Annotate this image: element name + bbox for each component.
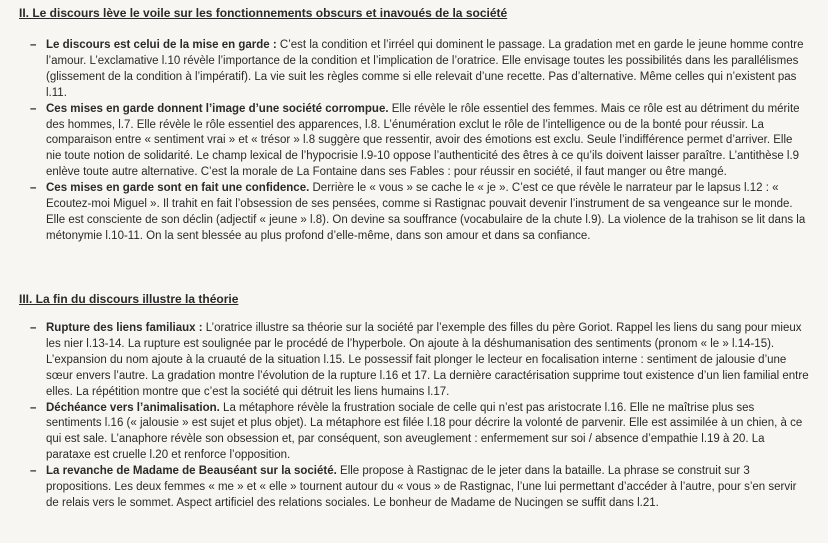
bullet-dash: – bbox=[30, 102, 37, 115]
item-text: Elle propose à Rastignac de le jeter dans la bataille. La phrase se construit sur 3 propositions. Les deux femmes « me » et « elle » tournent autour du « vous » de Rastignac, l’une lui permettant d’accéder à l’autre, pour s’en servir de relais vers le sommet. Aspect artificiel des relations sociales. Le bonheur de Madame de Nucingen se suffit dans l.21. bbox=[46, 465, 797, 509]
item-text: C’est la condition et l’irréel qui dominent le passage. La gradation met en garde le jeune homme contre l’amour. L’exclamative l.10 révèle l’importance de la condition et l’implication de l’oratrice. Elle envisage toutes les possibilités dans les parallélismes (glissement de la condition à l’impératif). La vie suit les règles comme si elle relevait d’une recette. Pas d’alternative. Même celles qui n’existent pas l.11. bbox=[46, 39, 804, 99]
item-lead: Ces mises en garde donnent l’image d’une société corrompue. bbox=[46, 102, 389, 115]
bullet-dash: – bbox=[30, 39, 37, 51]
list-item bbox=[30, 181, 810, 245]
item-lead: Ces mises en garde sont en fait une confidence. bbox=[46, 182, 310, 195]
item-text: Derrière le « vous » se cache le « je ». C’est ce que révèle le narrateur par le lapsus l.12 : « Ecoutez-moi Miguel ». Il trahit en fait l’obsession de ses pensées, comme si Rastignac pouvait devenir l’instrument de sa vengeance sur le monde. Elle est consciente de son déclin (adjectif « jeune » l.8). On devine sa souffrance (vocabulaire de la chute l.9). La violence de la trahison se lit dans la métonymie l.10-11. On la sent blessée au plus profond d’elle-même, dans son amour et dans sa confiance. bbox=[46, 182, 806, 242]
section-heading-iii: III. La fin du discours illustre la théorie bbox=[19, 292, 239, 306]
section-ii-list bbox=[30, 38, 810, 245]
list-item bbox=[30, 321, 810, 401]
list-item bbox=[30, 38, 810, 102]
list-item bbox=[30, 464, 810, 512]
item-lead: Rupture des liens familiaux : bbox=[46, 322, 203, 334]
item-lead: La revanche de Madame de Beauséant sur la société. bbox=[46, 465, 337, 478]
section-heading-ii: II. Le discours lève le voile sur les fonctionnements obscurs et inavoués de la société bbox=[19, 6, 508, 20]
bullet-dash: – bbox=[30, 401, 37, 414]
item-text: La métaphore révèle la frustration sociale de celle qui n’est pas aristocrate l.16. Elle ne maîtrise plus ses sentiments l.16 (« jalousie » est sujet et plus objet). La métaphore est filée l.18 pour décrire la volonté de parvenir. Elle est assimilée à un chien, à ce qui est sale. L’anaphore révèle son obsession et, par conséquent, son aveuglement : enfermement sur soi / absence d’empathie l.19 à 20. La parataxe est cruelle l.20 et renforce l’opposition. bbox=[46, 401, 803, 462]
item-text: L’oratrice illustre sa théorie sur la société par l’exemple des filles du père Goriot. Rappel les liens du sang pour mieux les nier l.13-14. La rupture est soulignée par le procédé de l’hyperbole. On ajoute à la déshumanisation des sentiments (pronom « le » l.14-15). L’expansion du nom ajoute à la cruauté de la situation l.15. Le possessif fait plonger le lecteur en focalisation interne : sentiment de jalousie d’une sœur envers l’autre. La gradation montre l’évolution de la rupture l.16 et 17. La dernière caractérisation supprime tout existence d’un lien familial entre elles. La répétition montre que c’est la société qui détruit les liens humains l.17. bbox=[46, 322, 809, 398]
item-lead: Déchéance vers l’animalisation. bbox=[46, 401, 220, 414]
list-item bbox=[30, 102, 810, 182]
section-iii-list bbox=[30, 321, 810, 512]
bullet-dash: – bbox=[30, 182, 37, 195]
bullet-dash: – bbox=[30, 322, 37, 334]
item-text: Elle révèle le rôle essentiel des femmes. Mais ce rôle est au détriment du mérite des hommes, l.7. Elle révèle le rôle essentiel des apparences, l.8. L’énumération exclut le rôle de l’intelligence ou de la bonté pour réussir. La comparaison entre « sentiment vrai » et « trésor » l.8 suggère que ressentir, avoir des émotions est exclu. Seule l’indifférence permet d’arriver. Elle nie toute notion de solidarité. Le champ lexical de l’hypocrisie l.9-10 oppose l’authenticité des êtres à ce qu’ils doivent laisser paraître. L’antithèse l.9 enlève toute autre alternative. C’est la morale de La Fontaine dans ses Fables : pour réussir en société, il faut manger ou être mangé. bbox=[46, 102, 800, 179]
list-item bbox=[30, 401, 810, 465]
bullet-dash: – bbox=[30, 465, 37, 478]
item-lead: Le discours est celui de la mise en garde : bbox=[46, 39, 277, 51]
